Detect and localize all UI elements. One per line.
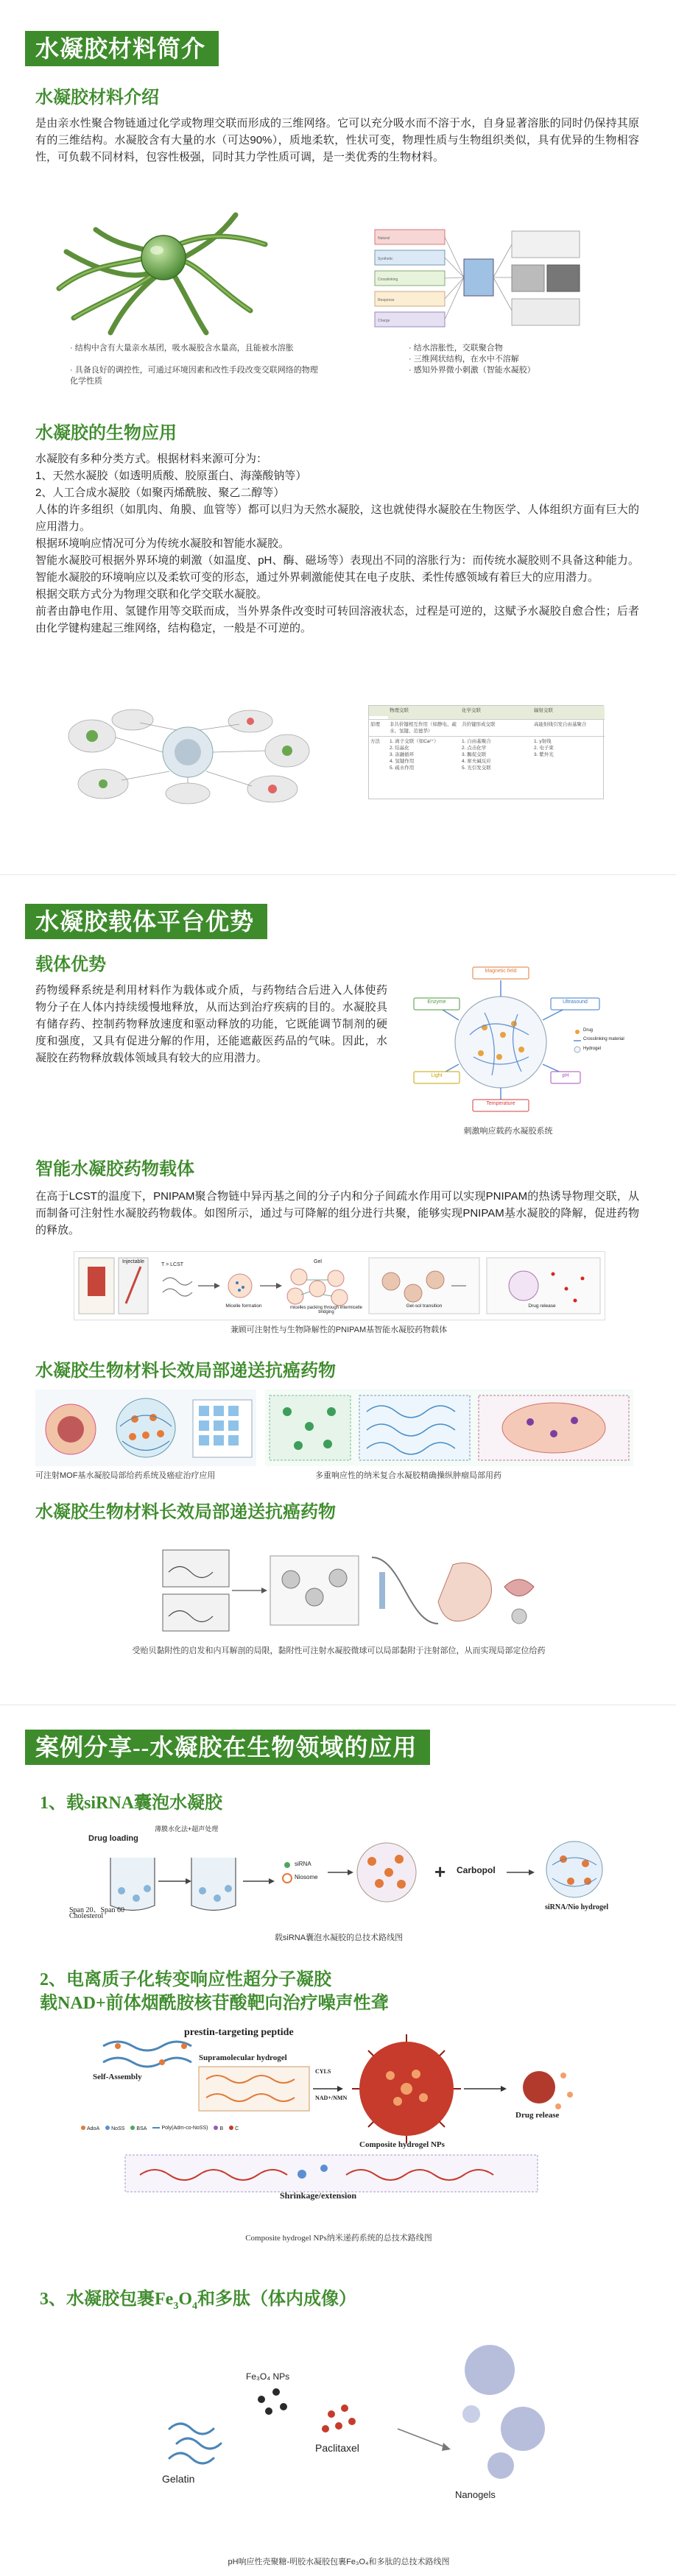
- case3-label: Fe₃O₄ NPs: [246, 2371, 290, 2382]
- legend-item: AdoA: [81, 2126, 99, 2131]
- svg-text:Crosslinking: Crosslinking: [378, 277, 398, 282]
- table-cell: 高能射线引发自由基聚合: [532, 719, 605, 736]
- case2-heading-1: 2、电离质子化转变响应性超分子凝胶: [40, 1970, 331, 1989]
- smart-hydrogel-heading: 智能水凝胶药物载体: [35, 1160, 194, 1179]
- table-cell-line: 3. 紫外光: [534, 752, 554, 757]
- app-line: 根据交联方式分为物理交联和化学交联水凝胶。: [35, 588, 268, 601]
- table-header-cell: 辐射交联: [532, 706, 605, 719]
- case3-heading: 3、水凝胶包裹$Fe_3O_4$和多肽（体内成像）: [40, 2290, 356, 2312]
- app-line: 水凝胶有多种分类方式。根据材料来源可分为：: [35, 453, 268, 465]
- bio-application-illustration: [59, 707, 317, 806]
- svg-text:Synthetic: Synthetic: [378, 257, 393, 261]
- app-line: 根据环境响应情况可分为传统水凝胶和智能水凝胶。: [35, 537, 290, 550]
- case1-label: Drug loading: [88, 1834, 138, 1843]
- pnipam-figure-caption: 兼顾可注射性与生物降解性的PNIPAM基智能水凝胶药物载体: [230, 1326, 448, 1334]
- bio-application-text: [35, 450, 639, 637]
- table-cell: [532, 736, 605, 799]
- legend-crosslinker: Crosslinking material: [583, 1037, 624, 1041]
- table-cell-line: 3. 冻融循环: [390, 752, 415, 757]
- case1-label: Carbopol: [457, 1865, 496, 1875]
- table-row-label: 方法: [369, 736, 388, 799]
- app-line: 智能水凝胶可根据外界环境的刺激（如温度、pH、酶、磁场等）表现出不同的溶胀行为：而传统水凝胶则不具备这种能力。智能水凝胶的环境响应以及柔软可变的形态，通过外界刺激能使其在电子皮肤、柔性传感领域有着巨大的应用潜力。: [35, 554, 639, 584]
- case2-caption: Composite hydrogel NPs纳米递药系统的总技术路线图: [245, 2234, 432, 2243]
- table-cell: 非共价键相互作用（如静电、疏水、氢键、范德华）: [388, 719, 460, 736]
- right-note-2: · 三维网状结构，在水中不溶解: [409, 355, 519, 364]
- legend-drug: Drug: [583, 1028, 594, 1033]
- stimulus-label: Magnetic field: [485, 969, 517, 974]
- table-cell: [460, 736, 532, 799]
- table-cell-line: 5. 疏水作用: [390, 765, 415, 771]
- pnipam-label: Injectable: [122, 1259, 144, 1264]
- case1-label: 薄膜水化法+超声处理: [155, 1825, 219, 1833]
- local-delivery-heading-2: 水凝胶生物材料长效局部递送抗癌药物: [35, 1503, 336, 1522]
- table-row-label: 原理: [369, 719, 388, 736]
- intro-paragraph: 是由亲水性聚合物链通过化学或物理交联而形成的三维网络。它可以充分吸水而不溶于水，自身显著溶胀的同时仍保持其原有的三维结构。水凝胶含有大量的水（可达90%），质地柔软，性状可变，物理性质与生物组织类似，具有优异的生物相容性，可负载不同材料，包容性极强，同时其力学性质可调，是一类优秀的生物材料。: [35, 117, 639, 163]
- case1-label: Cholesterol: [69, 1912, 104, 1920]
- table-cell-line: 1. γ射线: [534, 739, 552, 744]
- table-cell-line: 1. 自由基聚合: [462, 739, 491, 744]
- table-cell: [388, 736, 460, 799]
- case1-heading: 1、载siRNA囊泡水凝胶: [40, 1794, 223, 1813]
- table-cell-line: 5. 光引发交联: [462, 765, 491, 771]
- table-cell-line: 2. 结晶化: [390, 746, 409, 751]
- crosslink-table: [368, 705, 604, 808]
- svg-text:Response: Response: [378, 298, 395, 302]
- case2-label: Self-Assembly: [93, 2073, 142, 2081]
- table-cell-line: 4. 席夫碱反应: [462, 759, 491, 764]
- legend-hydrogel: Hydrogel: [583, 1047, 602, 1051]
- legend-item: B: [214, 2126, 223, 2131]
- app-line: 2、人工合成水凝胶（如聚丙烯酰胺、聚乙二醇等）: [35, 486, 285, 499]
- table-header-cell: [369, 706, 388, 716]
- case1-label: siRNA/Nio hydrogel: [545, 1903, 609, 1911]
- case3-label: Gelatin: [162, 2473, 195, 2485]
- table-cell: 共价键形成交联: [460, 719, 532, 736]
- hydrogel-network-figure: [52, 200, 272, 337]
- case1-label: Niosome: [295, 1874, 318, 1880]
- right-note-1: · 结水溶胀性，交联聚合物: [409, 344, 503, 353]
- left-note-2: · 具备良好的调控性，可通过环境因素和改性手段改变交联网络的物理化学性质: [70, 366, 318, 386]
- pnipam-label: Gel: [314, 1259, 322, 1264]
- pnipam-label: Drug release: [528, 1303, 556, 1309]
- legend-item: NoSS: [105, 2126, 124, 2131]
- table-cell-line: 4. 氢键作用: [390, 759, 415, 764]
- case1-caption: 载siRNA囊泡水凝胶的总技术路线图: [274, 1933, 404, 1942]
- legend-item: Poly(Adm-co-NoSS): [152, 2126, 208, 2131]
- microsphere-figure: [158, 1543, 549, 1638]
- case2-label: CYLS: [315, 2068, 331, 2075]
- stimulus-label: Enzyme: [427, 999, 446, 1005]
- table-cell-line: 2. 点击化学: [462, 746, 487, 751]
- table-cell-line: 1. 离子交联（如Ca²⁺）: [390, 739, 439, 744]
- case3-caption: pH响应性壳聚糖-明胶水凝胶包裹Fe₃O₄和多肽的总技术路线图: [228, 2558, 450, 2566]
- app-line: 1、天然水凝胶（如透明质酸、胶原蛋白、海藻酸钠等）: [35, 470, 307, 482]
- nanocomposite-hydrogel-figure: [265, 1390, 633, 1466]
- stimulus-figure-caption: 刺激响应载药水凝胶系统: [463, 1127, 553, 1136]
- pnipam-figure: [74, 1251, 605, 1320]
- section1-banner: 水凝胶材料简介: [25, 31, 219, 66]
- mof-hydrogel-figure: [35, 1390, 256, 1466]
- fe3o4-nanogel-figure: [155, 2318, 596, 2510]
- stimulus-responsive-figure: [411, 954, 624, 1123]
- pnipam-label: Gel-sol transition: [406, 1303, 443, 1309]
- table-cell-line: 3. 酶促交联: [462, 752, 487, 757]
- nanocomposite-figure-caption: 多重响应性的纳米复合水凝胶精确操纵肿瘤局部用药: [315, 1471, 501, 1480]
- case2-label: NAD+/NMN: [315, 2095, 348, 2101]
- case2-label: Supramolecular hydrogel: [199, 2053, 287, 2062]
- right-note-3: · 感知外界微小刺激（智能水凝胶）: [409, 366, 535, 375]
- section2-banner: 水凝胶载体平台优势: [25, 904, 267, 939]
- legend-item: C: [229, 2126, 239, 2131]
- stimulus-label: Ultrasound: [563, 999, 588, 1005]
- left-note-1: · 结构中含有大量亲水基团，吸水凝胶含水量高，且能被水溶胀: [70, 344, 294, 353]
- local-delivery-heading-1: 水凝胶生物材料长效局部递送抗癌药物: [35, 1362, 336, 1381]
- case2-legend: [81, 2126, 353, 2131]
- smart-hydrogel-paragraph: 在高于LCST的温度下，PNIPAM聚合物链中异丙基之间的分子内和分子间疏水作用可以实现PNIPAM的热诱导物理交联，从而制备可注射性水凝胶药物载体。如图所示，通过与可降解的组分进行共聚，能够实现PNIPAM基水凝胶的降解，促进药物的释放。: [35, 1190, 639, 1236]
- legend-item: BSA: [130, 2126, 147, 2131]
- case2-label: Composite hydrogel NPs: [359, 2140, 445, 2149]
- app-line: 人体的许多组织（如肌肉、角膜、血管等）都可以归为天然水凝胶，这也就使得水凝胶在生物医学、人体组织方面有巨大的应用潜力。: [35, 503, 639, 533]
- carrier-advantage-heading: 载体优势: [35, 955, 106, 974]
- mof-figure-caption: 可注射MOF基水凝胶局部给药系统及癌症治疗应用: [35, 1471, 216, 1480]
- section3-banner: 案例分享--水凝胶在生物领域的应用: [25, 1730, 430, 1765]
- table-header-cell: 化学交联: [460, 706, 532, 719]
- intro-heading: 水凝胶材料介绍: [35, 88, 159, 107]
- sirna-niosome-figure: [66, 1821, 626, 1924]
- table-cell-line: 2. 电子束: [534, 746, 554, 751]
- pnipam-label: Micelle formation: [225, 1303, 262, 1309]
- pnipam-label: micelles packing through intermicelle bridging: [289, 1306, 363, 1314]
- hydrogel-classification-figure: [372, 222, 585, 336]
- table-header-cell: 物理交联: [388, 706, 460, 719]
- svg-text:Charge: Charge: [378, 319, 390, 323]
- supramolecular-figure: [81, 2024, 596, 2201]
- stimulus-label: pH: [562, 1073, 569, 1078]
- case2-label: Shrinkage/extension: [280, 2190, 357, 2201]
- pnipam-label: T > LCST: [161, 1262, 184, 1267]
- svg-text:+: +: [434, 1861, 446, 1883]
- case1-label: siRNA: [295, 1861, 311, 1867]
- carrier-advantage-paragraph: 药物缓释系统是利用材料作为载体或介质，与药物结合后进入人体使药物分子在人体内持续缓慢地释放，从而达到治疗疾病的目的。水凝胶具有储存药、控制药物释放速度和驱动释放的功能，它既能调节制剂的硬度和强度，又具有促进分解的作用，还能遮蔽医药品的气味。因此，水凝胶在药物释放载体领域具有较大的应用潜力。: [35, 984, 387, 1064]
- microsphere-figure-caption: 受贻贝黏附性的启发和内耳解剖的局限，黏附性可注射水凝胶微球可以局部黏附于注射部位，从而实现局部定位给药: [132, 1646, 546, 1655]
- case2-heading-2: 载NAD+前体烟酰胺核苷酸靶向治疗噪声性聋: [40, 1994, 389, 2013]
- case1-label: Span 20、Span 60: [69, 1906, 124, 1914]
- stimulus-label: Temperature: [486, 1101, 515, 1106]
- case3-label: Paclitaxel: [315, 2442, 359, 2454]
- case3-label: Nanogels: [455, 2489, 496, 2500]
- case2-label: Drug release: [515, 2111, 560, 2120]
- app-line: 前者由静电作用、氢键作用等交联而成，当外界条件改变时可转回溶液状态，过程是可逆的，这赋予水凝胶自愈合性；后者由化学键构建起三维网络，结构稳定，一般是不可逆的。: [35, 605, 639, 634]
- svg-text:Natural: Natural: [378, 236, 390, 241]
- bio-application-heading: 水凝胶的生物应用: [35, 424, 177, 443]
- section-divider: [0, 874, 676, 875]
- case2-label: prestin-targeting peptide: [184, 2027, 294, 2038]
- stimulus-label: Light: [431, 1073, 443, 1078]
